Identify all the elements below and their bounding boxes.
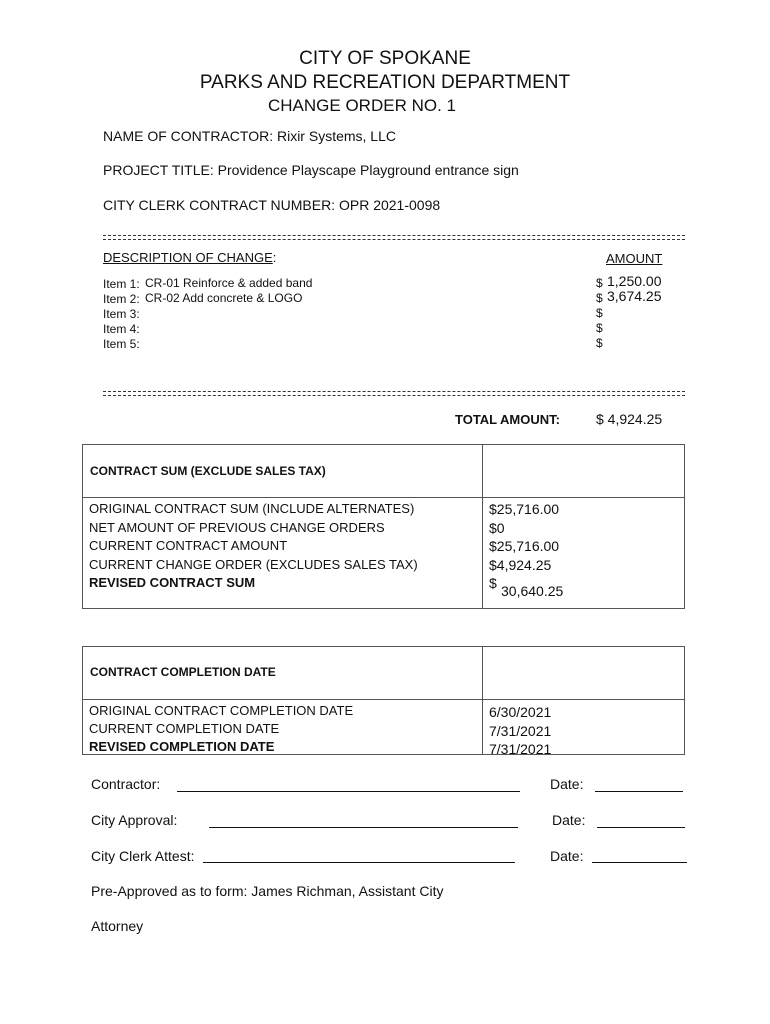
item-currency: $ <box>596 336 603 350</box>
item-amount: 1,250.00 <box>607 273 662 289</box>
city-approval-signature-line[interactable] <box>209 827 518 828</box>
item-description: CR-01 Reinforce & added band <box>145 276 313 290</box>
contract-sum-labels <box>89 500 418 593</box>
contractor-value: Rixir Systems, LLC <box>276 128 396 144</box>
item-label: Item 3: <box>103 307 140 321</box>
contract-sum-row-value: $25,716.00 <box>489 501 560 517</box>
contract-sum-row-value: $4,924.25 <box>489 556 552 573</box>
revised-contract-sum-value: 30,640.25 <box>501 583 564 599</box>
completion-row-label: ORIGINAL CONTRACT COMPLETION DATE <box>89 703 354 718</box>
description-header: DESCRIPTION OF CHANGE: <box>103 250 277 265</box>
completion-row-label: CURRENT COMPLETION DATE <box>89 721 280 736</box>
contract-sum-values <box>489 500 559 593</box>
item-label: Item 4: <box>103 322 140 336</box>
total-value: $ 4,924.25 <box>596 411 663 427</box>
city-title: CITY OF SPOKANE <box>299 48 471 69</box>
city-approval-date-line[interactable] <box>597 827 685 828</box>
city-approval-date-label: Date: <box>552 812 586 828</box>
item-amount: 3,674.25 <box>607 288 662 304</box>
completion-row-label: REVISED COMPLETION DATE <box>89 739 275 754</box>
preapproved-line-1: Pre-Approved as to form: James Richman, Assistant City <box>91 883 444 899</box>
completion-header-value-cell <box>482 646 685 700</box>
total-label: TOTAL AMOUNT: <box>455 412 560 427</box>
contract-number-label: CITY CLERK CONTRACT NUMBER: <box>103 197 336 213</box>
item-currency: $ <box>596 276 603 290</box>
contract-sum-header: CONTRACT SUM (EXCLUDE SALES TAX) <box>90 464 326 478</box>
city-clerk-label: City Clerk Attest: <box>91 848 195 864</box>
item-currency: $ <box>596 291 603 305</box>
contract-number-line <box>103 197 440 213</box>
completion-row-value: 7/31/2021 <box>489 741 552 757</box>
change-order-label: CHANGE ORDER NO. <box>268 96 442 115</box>
project-line <box>103 162 519 178</box>
contractor-date-line[interactable] <box>595 791 683 792</box>
completion-row-value: 7/31/2021 <box>489 722 552 739</box>
city-clerk-signature-line[interactable] <box>203 862 515 863</box>
city-approval-label: City Approval: <box>91 812 178 828</box>
item-label: Item 1: <box>103 277 140 291</box>
contractor-line <box>103 128 396 144</box>
contract-sum-row-label: CURRENT CONTRACT AMOUNT <box>89 538 288 553</box>
contract-sum-row-value: $0 <box>489 519 505 536</box>
city-clerk-date-line[interactable] <box>592 862 687 863</box>
double-rule-top <box>103 235 685 240</box>
double-rule-bottom <box>103 391 685 396</box>
project-value: Providence Playscape Playground entrance sign <box>217 162 519 178</box>
contract-number-value: OPR 2021-0098 <box>338 197 441 213</box>
item-label: Item 2: <box>103 292 140 306</box>
completion-row-value: 6/30/2021 <box>489 704 552 720</box>
contract-sum-row-value: $ <box>489 575 497 591</box>
item-currency: $ <box>596 321 603 335</box>
item-currency: $ <box>596 306 603 320</box>
contractor-label: NAME OF CONTRACTOR: <box>103 128 274 144</box>
completion-values <box>489 703 551 759</box>
completion-header: CONTRACT COMPLETION DATE <box>90 665 276 679</box>
contract-sum-row-label: NET AMOUNT OF PREVIOUS CHANGE ORDERS <box>89 519 385 535</box>
contract-sum-row-label: REVISED CONTRACT SUM <box>89 575 256 590</box>
contractor-signature-label: Contractor: <box>91 776 161 792</box>
item-descriptions <box>145 276 312 306</box>
department-title: PARKS AND RECREATION DEPARTMENT <box>199 72 571 93</box>
contract-sum-row-label: ORIGINAL CONTRACT SUM (INCLUDE ALTERNATES) <box>89 501 415 516</box>
contractor-signature-line[interactable] <box>177 791 520 792</box>
item-labels <box>103 277 140 352</box>
amount-header: AMOUNT <box>606 251 663 266</box>
item-label: Item 5: <box>103 337 140 351</box>
item-currency-column <box>596 276 603 351</box>
item-amount-column <box>607 274 662 304</box>
contract-sum-header-value-cell <box>482 444 685 498</box>
city-clerk-date-label: Date: <box>550 848 584 864</box>
change-order-heading <box>268 96 456 116</box>
item-description: CR-02 Add concrete & LOGO <box>145 291 303 305</box>
preapproved-line-2: Attorney <box>91 918 144 934</box>
completion-labels <box>89 702 353 756</box>
change-order-number: 1 <box>446 96 456 115</box>
project-label: PROJECT TITLE: <box>103 162 214 178</box>
contractor-date-label: Date: <box>550 776 584 792</box>
contract-sum-row-value: $25,716.00 <box>489 538 560 554</box>
contract-sum-row-label: CURRENT CHANGE ORDER (EXCLUDES SALES TAX) <box>89 556 418 572</box>
